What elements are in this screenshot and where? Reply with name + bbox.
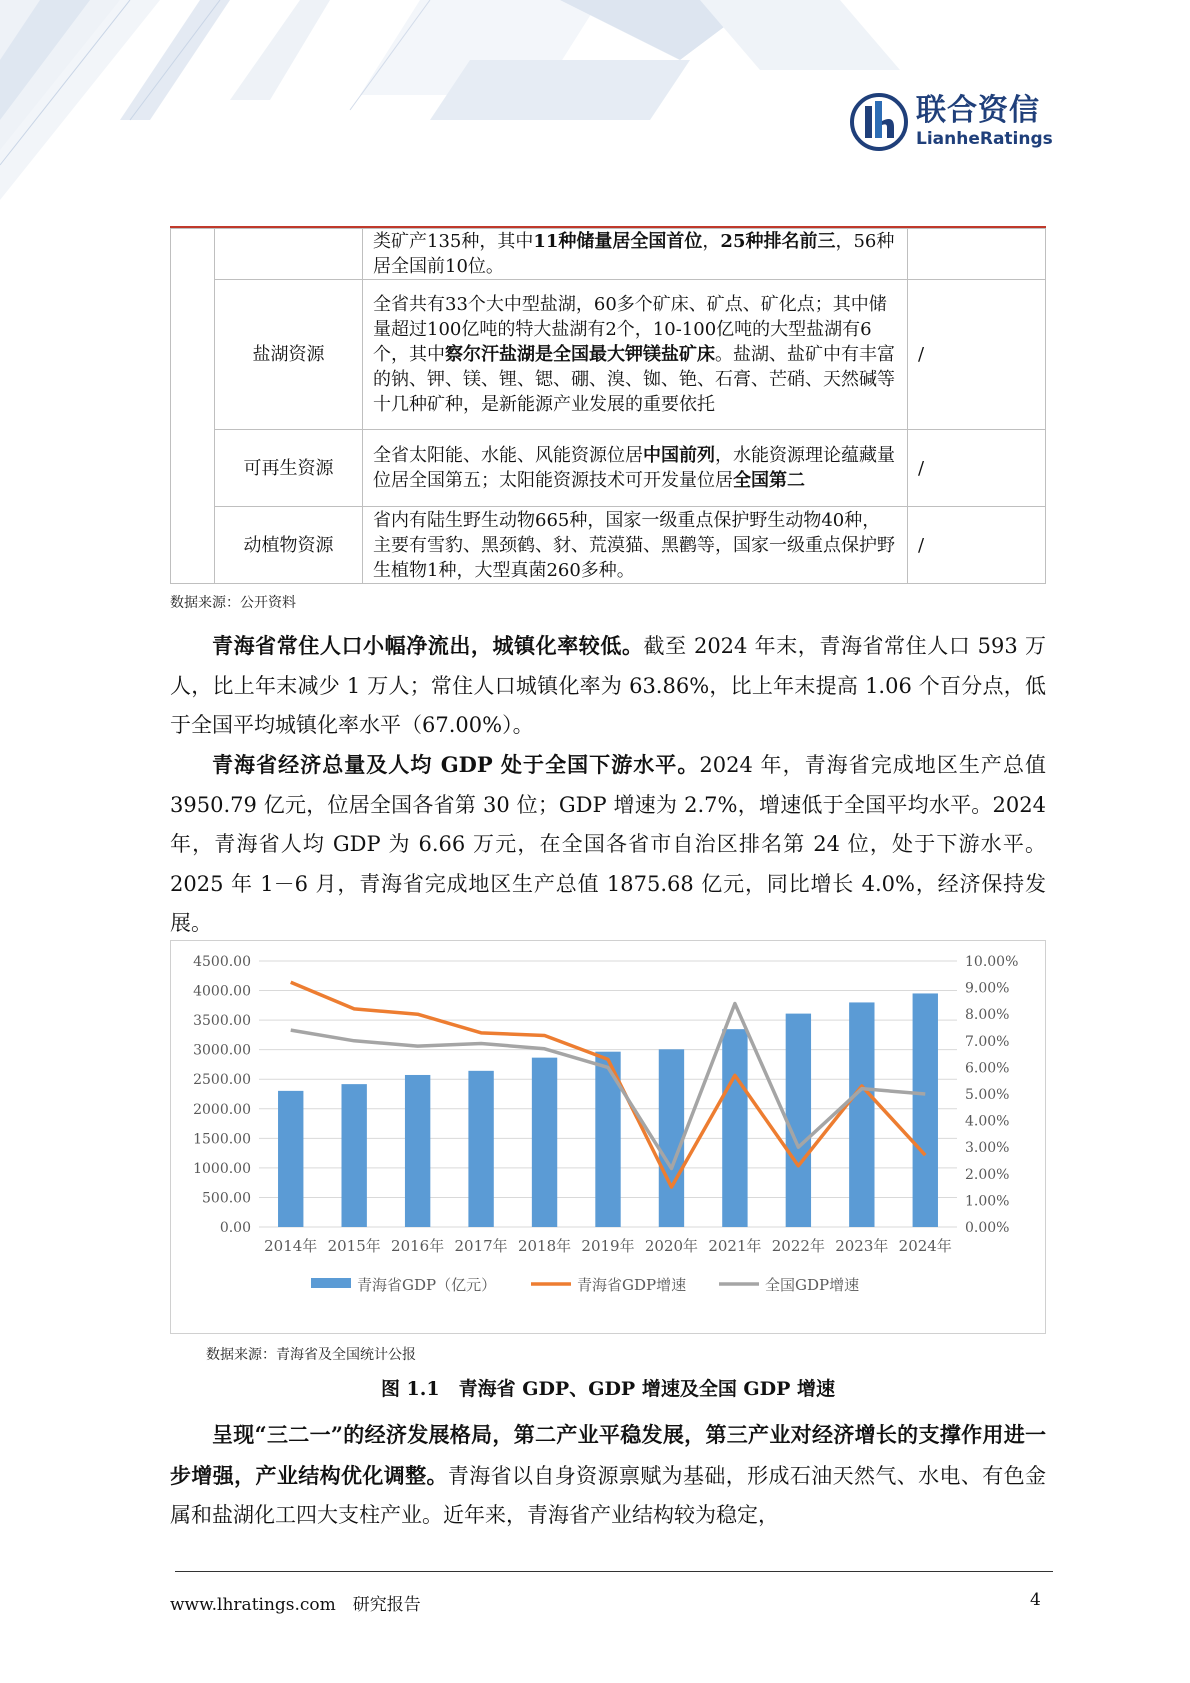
company-logo bbox=[850, 93, 1053, 151]
y-tick-left: 1000.00 bbox=[193, 1160, 251, 1177]
paragraph-body: 2024 年，青海省完成地区生产总值 3950.79 亿元，位居全国各省第 30 位；GDP 增速为 2.7%，增速低于全国平均水平。2024 年，青海省人均 GDP 为 6.66 万元，在全国各省市自治区排名第 24 位，处于下游水平。2025 年 1－6 月，青海省完成地区生产总值 1875.68 亿元，同比增长 4.0%，经济保持发展。 bbox=[170, 753, 1046, 935]
table-cell-note: / bbox=[908, 430, 1046, 507]
bar-gdp bbox=[786, 1014, 811, 1227]
y-tick-right: 5.00% bbox=[965, 1087, 1010, 1103]
x-tick-label: 2019年 bbox=[581, 1237, 635, 1255]
y-tick-left: 2500.00 bbox=[193, 1072, 251, 1089]
legend-swatch-bar bbox=[311, 1278, 351, 1288]
page-number: 4 bbox=[1030, 1590, 1041, 1610]
x-tick-label: 2022年 bbox=[771, 1237, 825, 1255]
table-cell-name: 可再生资源 bbox=[215, 430, 363, 507]
bar-gdp bbox=[722, 1029, 747, 1227]
bar-gdp bbox=[849, 1002, 874, 1227]
table-cell-name bbox=[215, 229, 363, 280]
x-tick-label: 2017年 bbox=[454, 1237, 508, 1255]
y-tick-right: 10.00% bbox=[965, 954, 1019, 970]
paragraph-population bbox=[170, 626, 1046, 746]
table-cell-desc: 类矿产135种，其中11种储量居全国首位，25种排名前三，56种居全国前10位。 bbox=[363, 229, 908, 280]
x-tick-label: 2018年 bbox=[517, 1237, 572, 1255]
table-cell-note: / bbox=[908, 507, 1046, 584]
table-row bbox=[171, 430, 1046, 507]
logo-en-text: LianheRatings bbox=[916, 129, 1053, 149]
gdp-chart-svg bbox=[171, 941, 1045, 1333]
bar-gdp bbox=[913, 993, 938, 1227]
y-tick-left: 1500.00 bbox=[193, 1131, 251, 1148]
y-tick-right: 1.00% bbox=[965, 1193, 1010, 1210]
y-tick-right: 2.00% bbox=[965, 1166, 1010, 1183]
x-tick-label: 2014年 bbox=[264, 1237, 318, 1255]
table-side-cell bbox=[171, 229, 215, 584]
footer-site: www.lhratings.com 研究报告 bbox=[170, 1595, 421, 1615]
bar-gdp bbox=[659, 1049, 684, 1227]
table-cell-desc: 省内有陆生野生动物665种，国家一级重点保护野生动物40种，主要有雪豹、黑颈鹤、豺、荒漠猫、黑鹳等，国家一级重点保护野生植物1种，大型真菌260多种。 bbox=[363, 507, 908, 584]
y-tick-right: 3.00% bbox=[965, 1140, 1010, 1157]
paragraph-lead: 呈现“三二一”的经济发展格局，第二产业平稳发展，第三产业对经济增长的支撑作用进一步增强，产业结构优化调整。 bbox=[170, 1422, 1046, 1488]
y-tick-left: 3500.00 bbox=[193, 1013, 251, 1030]
table-cell-desc: 全省共有33个大中型盐湖，60多个矿床、矿点、矿化点；其中储量超过100亿吨的特大盐湖有2个，10-100亿吨的大型盐湖有6个，其中察尔汗盐湖是全国最大钾镁盐矿床。盐湖、盐矿中有丰富的钠、钾、镁、锂、锶、硼、溴、铷、铯、石膏、芒硝、天然碱等十几种矿种，是新能源产业发展的重要依托 bbox=[363, 280, 908, 430]
y-tick-right: 8.00% bbox=[965, 1007, 1010, 1024]
legend-label: 全国GDP增速 bbox=[765, 1276, 860, 1294]
table-row bbox=[171, 229, 1046, 280]
y-tick-left: 4000.00 bbox=[193, 983, 251, 1000]
table-cell-desc: 全省太阳能、水能、风能资源位居中国前列，水能资源理论蕴藏量位居全国第五；太阳能资源技术可开发量位居全国第二 bbox=[363, 430, 908, 507]
paragraph-structure bbox=[170, 1415, 1046, 1536]
x-tick-label: 2021年 bbox=[708, 1237, 762, 1255]
resource-table bbox=[170, 228, 1046, 584]
bar-gdp bbox=[405, 1075, 430, 1227]
paragraph-body: 青海省以自身资源禀赋为基础，形成石油天然气、水电、有色金属和盐湖化工四大支柱产业。近年来，青海省产业结构较为稳定， bbox=[170, 1463, 1046, 1527]
x-tick-label: 2023年 bbox=[835, 1237, 889, 1255]
gdp-chart bbox=[170, 940, 1046, 1334]
legend-label: 青海省GDP（亿元） bbox=[357, 1276, 497, 1294]
bar-gdp bbox=[532, 1058, 557, 1227]
x-tick-label: 2020年 bbox=[644, 1237, 699, 1255]
paragraph-body: 截至 2024 年末，青海省常住人口 593 万人，比上年末减少 1 万人；常住人口城镇化率为 63.86%，比上年末提高 1.06 个百分点，低于全国平均城镇化率水平（67.00%）。 bbox=[170, 634, 1047, 737]
lianhe-logo-icon bbox=[850, 93, 908, 151]
y-tick-right: 9.00% bbox=[965, 980, 1010, 997]
table-cell-note bbox=[908, 229, 1046, 280]
chart-source: 数据来源：青海省及全国统计公报 bbox=[206, 1347, 416, 1363]
table-cell-name: 盐湖资源 bbox=[215, 280, 363, 430]
y-tick-left: 0.00 bbox=[219, 1220, 251, 1236]
y-tick-left: 2000.00 bbox=[193, 1101, 251, 1118]
bar-gdp bbox=[341, 1084, 366, 1227]
y-tick-left: 3000.00 bbox=[193, 1042, 251, 1059]
x-tick-label: 2024年 bbox=[898, 1237, 952, 1255]
bar-gdp bbox=[468, 1071, 493, 1227]
table-row bbox=[171, 507, 1046, 584]
paragraph-economy bbox=[170, 745, 1046, 944]
y-tick-left: 500.00 bbox=[202, 1190, 251, 1207]
x-tick-label: 2015年 bbox=[327, 1237, 381, 1255]
logo-cn-text: 联合资信 bbox=[916, 93, 1040, 128]
y-tick-right: 6.00% bbox=[965, 1060, 1010, 1077]
x-tick-label: 2016年 bbox=[391, 1237, 445, 1255]
table-cell-note: / bbox=[908, 280, 1046, 430]
bar-gdp bbox=[278, 1091, 303, 1227]
figure-caption: 图 1.1 青海省 GDP、GDP 增速及全国 GDP 增速 bbox=[380, 1378, 836, 1400]
legend-label: 青海省GDP增速 bbox=[577, 1276, 687, 1294]
paragraph-lead: 青海省经济总量及人均 GDP 处于全国下游水平。 bbox=[212, 752, 700, 777]
y-tick-left: 4500.00 bbox=[193, 954, 251, 970]
paragraph-lead: 青海省常住人口小幅净流出，城镇化率较低。 bbox=[212, 633, 644, 658]
table-row bbox=[171, 280, 1046, 430]
y-tick-right: 0.00% bbox=[965, 1220, 1010, 1236]
table-cell-name: 动植物资源 bbox=[215, 507, 363, 584]
footer-divider bbox=[175, 1571, 1053, 1572]
table-source: 数据来源：公开资料 bbox=[170, 595, 296, 611]
y-tick-right: 7.00% bbox=[965, 1033, 1010, 1050]
y-tick-right: 4.00% bbox=[965, 1113, 1010, 1130]
